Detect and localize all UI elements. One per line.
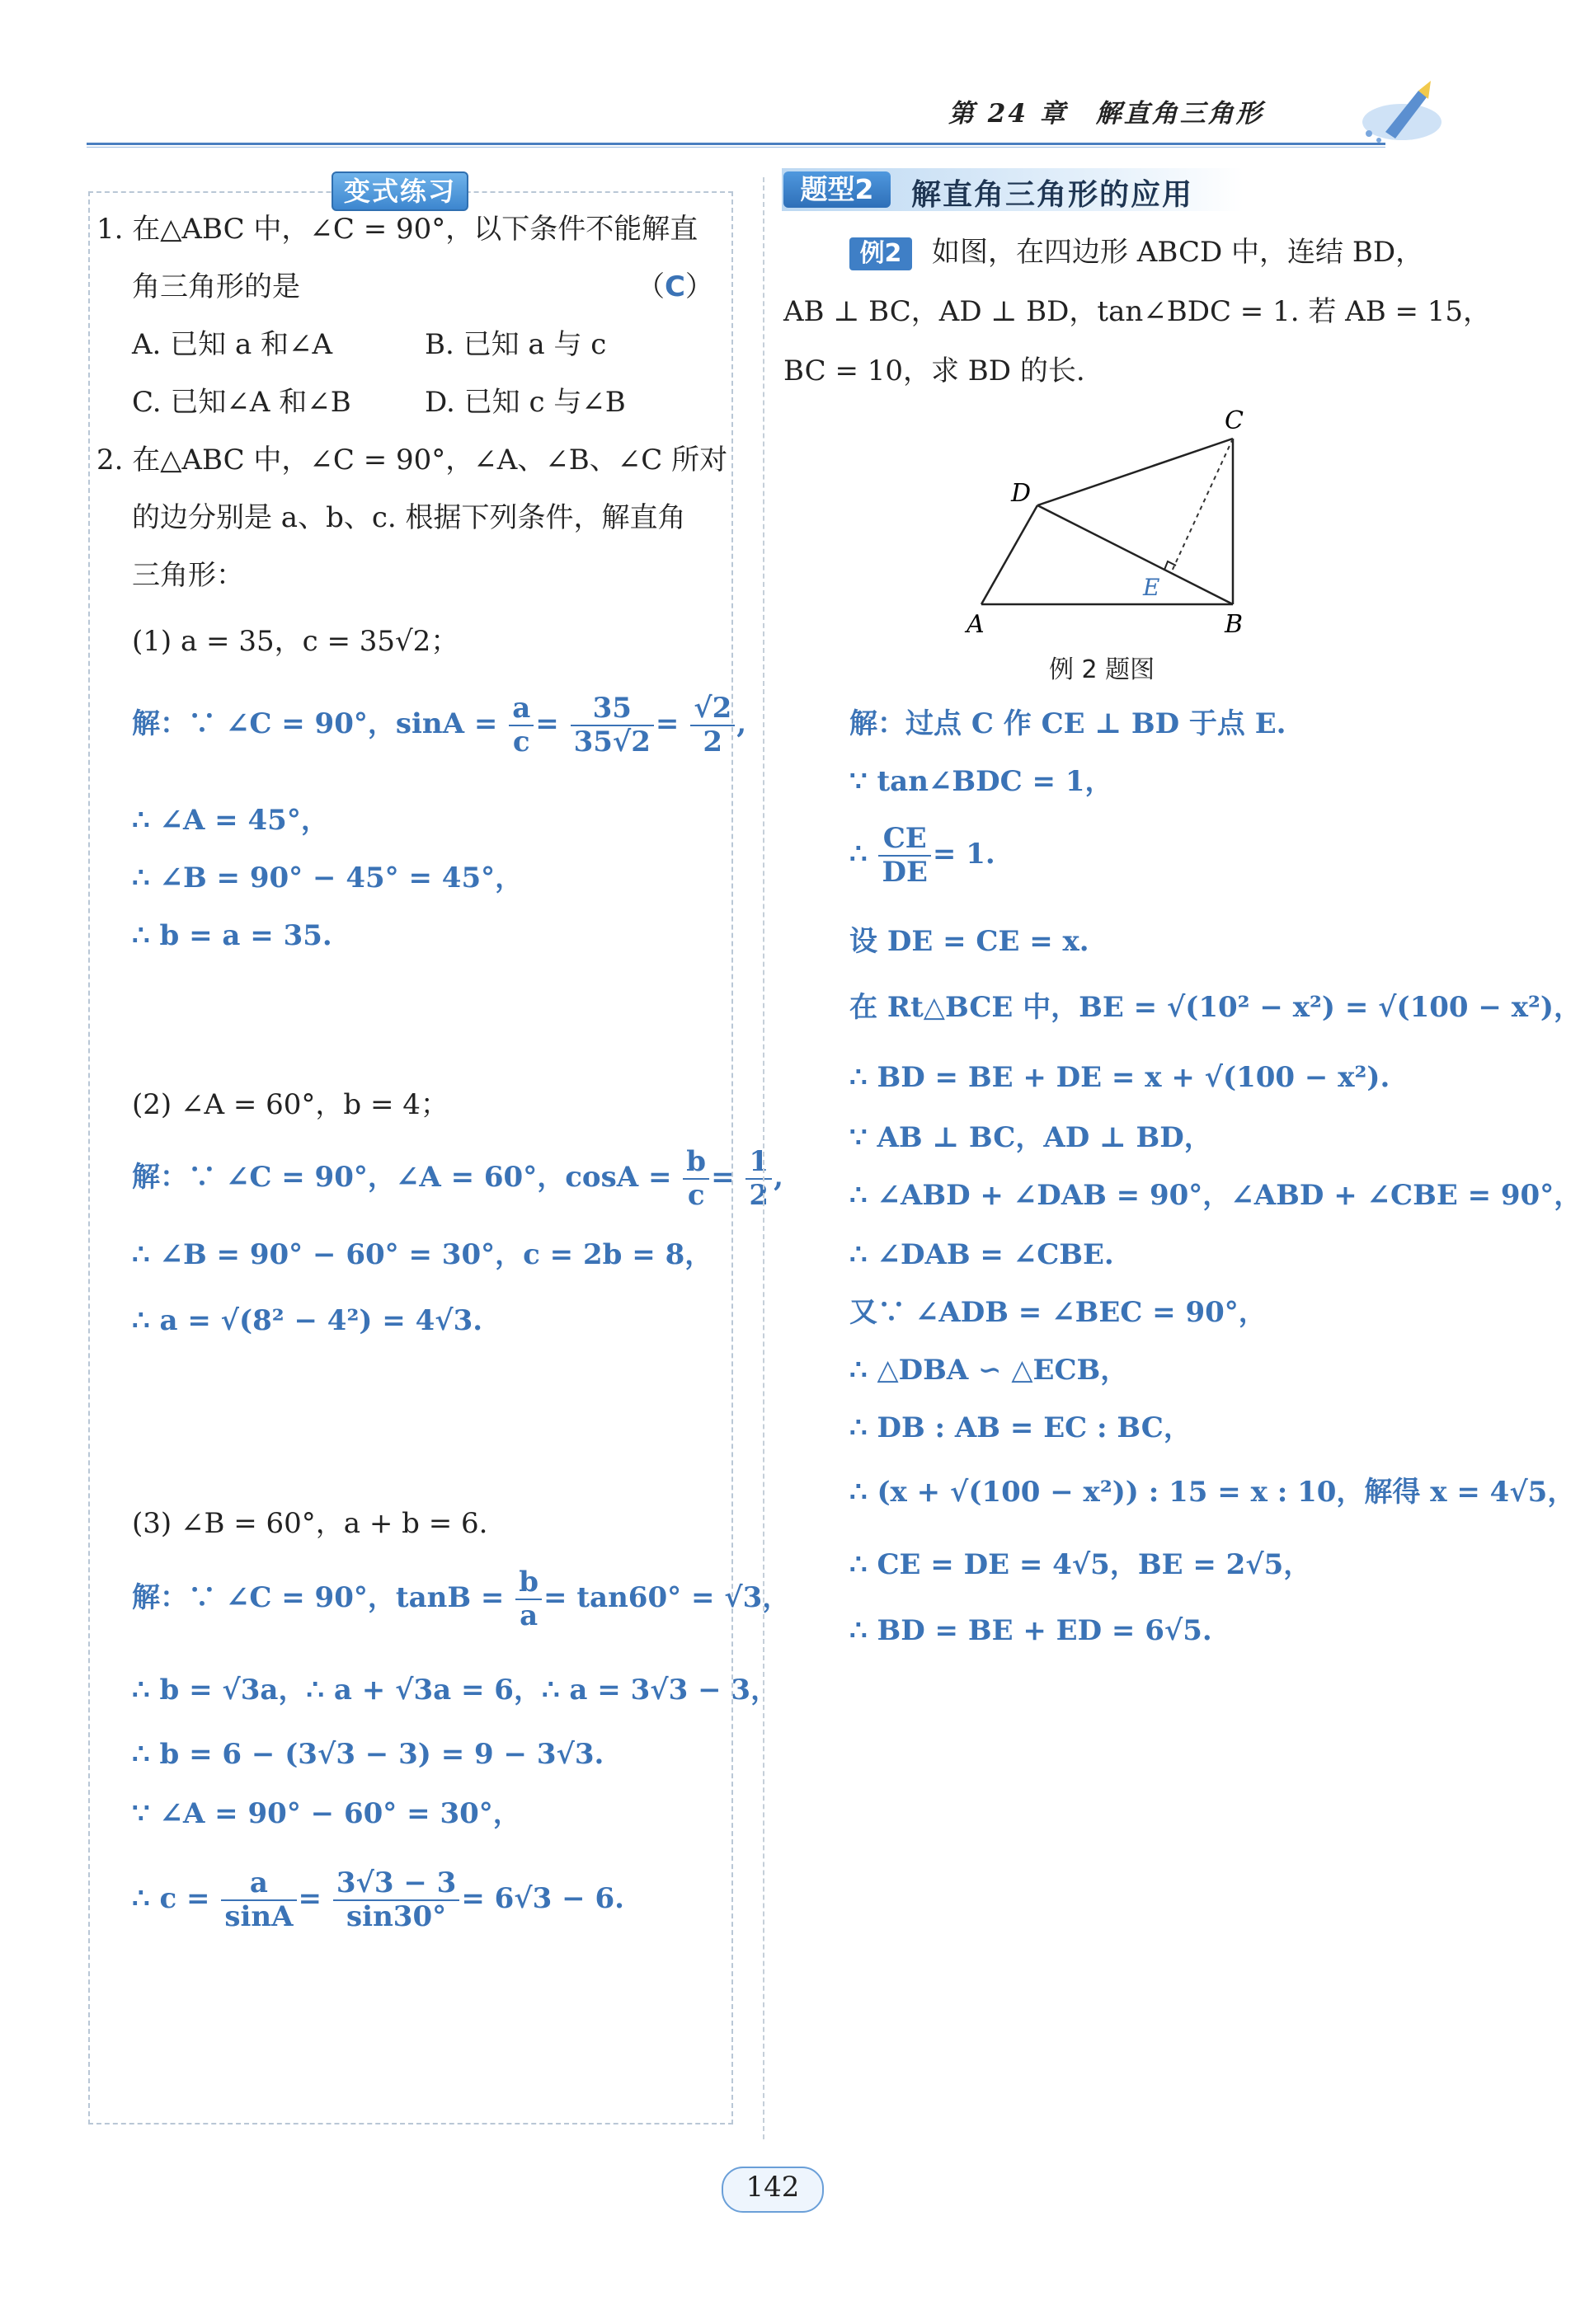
q1-line2: 角三角形的是 (132, 270, 300, 303)
pen-decoration-icon (1352, 74, 1443, 152)
q2-part3-condition: (3) ∠B = 60°，a + b = 6. (132, 1507, 488, 1540)
practice-badge: 变式练习 (332, 171, 468, 211)
q1-line1: 1. 在△ABC 中，∠C = 90°，以下条件不能解直 (96, 213, 698, 246)
solution-step8: ∴ ∠ABD + ∠DAB = 90°，∠ABD + ∠CBE = 90°， (849, 1179, 1583, 1212)
q2-part2-step3: ∴ a = √(8² − 4²) = 4√3. (132, 1304, 483, 1337)
label-d: D (1011, 479, 1032, 508)
edge-dc (1037, 439, 1233, 505)
q1-answer-bracket: （C） (637, 270, 713, 303)
q2-part1-step1: 解：∵ ∠C = 90°，sinA = $\frac{a}{c}$ = $\frac{35}{35√2}$ = $\frac{√2}{2}$ , (132, 692, 747, 759)
figure-caption: 例 2 题图 (1049, 655, 1155, 684)
solution-step1: 解：过点 C 作 CE ⊥ BD 于点 E. (849, 707, 1286, 740)
q2-part1-condition: (1) a = 35，c = 35√2； (132, 625, 459, 658)
header-rule-thin (87, 147, 1385, 148)
right-angle-mark (1164, 561, 1176, 570)
solution-step9: ∴ ∠DAB = ∠CBE. (849, 1238, 1114, 1271)
label-c: C (1225, 406, 1244, 435)
q2-part3-step3: ∴ b = 6 − (3√3 − 3) = 9 − 3√3. (132, 1738, 604, 1771)
solution-step14: ∴ CE = DE = 4√5，BE = 2√5， (849, 1548, 1312, 1581)
column-divider (763, 177, 764, 2139)
segment-ce (1171, 439, 1233, 573)
chapter-title: 第 24 章 解直角三角形 (948, 99, 1264, 129)
solution-step13: ∴ (x + √(100 − x²)) : 15 = x : 10，解得 x = 4√5， (849, 1476, 1576, 1509)
q1-option-d: D. 已知 c 与∠B (425, 386, 626, 419)
type-title: 解直角三角形的应用 (911, 178, 1194, 212)
q2-part3-step5: ∴ c = $\frac{a}{\sin A}$ = $\frac{3√3 - 3}{\sin 30^\circ}$ = 6√3 − 6. (132, 1866, 624, 1934)
example-badge: 例2 (849, 237, 912, 270)
solution-step4: 设 DE = CE = x. (849, 925, 1089, 958)
solution-step15: ∴ BD = BE + ED = 6√5. (849, 1614, 1212, 1647)
q2-part3-step4: ∵ ∠A = 90° − 60° = 30°， (132, 1797, 521, 1830)
problem-line1: 如图，在四边形 ABCD 中，连结 BD， (932, 236, 1424, 269)
diagonal-bd (1037, 505, 1233, 604)
edge-ad (981, 505, 1037, 604)
q2-line2: 的边分别是 a、b、c. 根据下列条件，解直角 (132, 501, 686, 534)
solution-step10: 又∵ ∠ADB = ∠BEC = 90°， (849, 1296, 1267, 1329)
q2-part3-step1: 解：∵ ∠C = 90°，tanB = $\frac{b}{a}$ = tan60° = √3， (132, 1566, 791, 1633)
solution-step12: ∴ DB : AB = EC : BC， (849, 1411, 1192, 1444)
q1-option-c: C. 已知∠A 和∠B (132, 386, 351, 419)
q1-option-b: B. 已知 a 与 c (425, 328, 607, 361)
solution-step6: ∴ BD = BE + DE = x + √(100 − x²). (849, 1061, 1390, 1094)
solution-step11: ∴ △DBA ∽ △ECB， (849, 1354, 1129, 1387)
solution-step3: ∴ $\frac{CE}{DE}$ = 1. (849, 822, 995, 890)
label-e: E (1143, 574, 1160, 601)
q2-part3-step2: ∴ b = √3a，∴ a + √3a = 6，∴ a = 3√3 − 3， (132, 1674, 779, 1707)
q2-line3: 三角形： (132, 559, 244, 592)
q2-part2-step2: ∴ ∠B = 90° − 60° = 30°，c = 2b = 8， (132, 1238, 713, 1271)
q2-part1-step2: ∴ ∠A = 45°， (132, 804, 329, 837)
label-b: B (1225, 610, 1244, 639)
q1-answer: C (665, 270, 685, 303)
page-number: 142 (745, 2171, 800, 2204)
quadrilateral-figure (948, 404, 1278, 643)
problem-line2: AB ⊥ BC，AD ⊥ BD，tan∠BDC = 1. 若 AB = 15， (783, 295, 1492, 328)
q2-part2-step1: 解：∵ ∠C = 90°，∠A = 60°，cosA = $\frac{b}{c}$ = $\frac{1}{2}$ , (132, 1145, 783, 1213)
label-a: A (967, 610, 985, 639)
type-badge: 题型2 (783, 171, 891, 208)
q2-line1: 2. 在△ABC 中，∠C = 90°，∠A、∠B、∠C 所对 (96, 444, 728, 477)
q1-option-a: A. 已知 a 和∠A (132, 328, 333, 361)
solution-step7: ∵ AB ⊥ BC，AD ⊥ BD， (849, 1121, 1212, 1154)
q2-part2-condition: (2) ∠A = 60°，b = 4； (132, 1088, 449, 1121)
header-rule (87, 143, 1385, 145)
solution-step5: 在 Rt△BCE 中，BE = √(10² − x²) = √(100 − x²)， (849, 991, 1582, 1024)
solution-step2: ∵ tan∠BDC = 1， (849, 765, 1113, 798)
q2-part1-step3: ∴ ∠B = 90° − 45° = 45°， (132, 862, 524, 894)
q2-part1-step4: ∴ b = a = 35. (132, 919, 332, 952)
problem-line3: BC = 10，求 BD 的长. (783, 354, 1085, 387)
